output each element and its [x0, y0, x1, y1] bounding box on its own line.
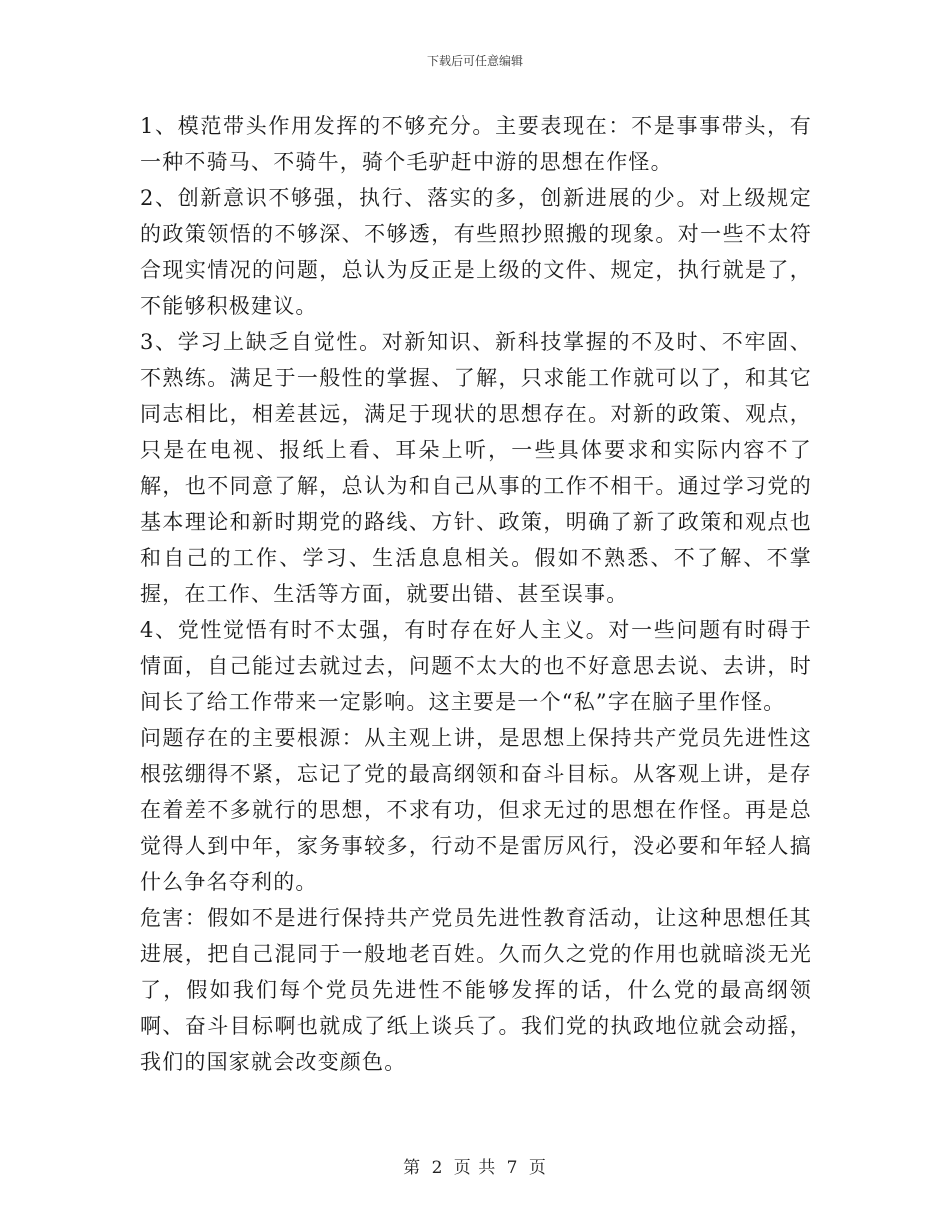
paragraph-2: 2、创新意识不够强，执行、落实的多，创新进展的少。对上级规定的政策领悟的不够深、不够透，有些照抄照搬的现象。对一些不太符合现实情况的问题，总认为反正是上级的文件、规定，执行就是了，不能够积极建议。: [140, 186, 812, 318]
paragraph-1: 1、模范带头作用发挥的不够充分。主要表现在：不是事事带头，有一种不骑马、不骑牛，骑个毛驴赶中游的思想在作怪。: [140, 114, 812, 174]
paragraph-3: 3、学习上缺乏自觉性。对新知识、新科技掌握的不及时、不牢固、不熟练。满足于一般性的掌握、了解，只求能工作就可以了，和其它同志相比，相差甚远，满足于现状的思想存在。对新的政策、观点，只是在电视、报纸上看、耳朵上听，一些具体要求和实际内容不了解，也不同意了解，总认为和自己从事的工作不相干。通过学习党的基本理论和新时期党的路线、方针、政策，明确了新了政策和观点也和自己的工作、学习、生活息息相关。假如不熟悉、不了解、不掌握，在工作、生活等方面，就要出错、甚至误事。: [140, 330, 812, 606]
paragraph-root-causes: 问题存在的主要根源：从主观上讲，是思想上保持共产党员先进性这根弦绷得不紧，忘记了党的最高纲领和奋斗目标。从客观上讲，是存在着差不多就行的思想，不求有功，但求无过的思想在作怪。再是总觉得人到中年，家务事较多，行动不是雷厉风行，没必要和年轻人搞什么争名夺利的。: [140, 726, 812, 894]
footer-prefix: 第: [403, 1158, 422, 1178]
paragraph-4: 4、党性觉悟有时不太强，有时存在好人主义。对一些问题有时碍于情面，自己能过去就过去，问题不太大的也不好意思去说、去讲，时间长了给工作带来一定影响。这主要是一个“私”字在脑子里作怪。: [140, 618, 812, 714]
document-body: [140, 108, 812, 1080]
footer-current-page: 2: [431, 1158, 444, 1178]
page-footer: [0, 1153, 950, 1178]
footer-total-pages: 7: [506, 1158, 519, 1178]
footer-middle: 页 共: [453, 1158, 497, 1178]
paragraph-harm: 危害：假如不是进行保持共产党员先进性教育活动，让这种思想任其进展，把自己混同于一般地老百姓。久而久之党的作用也就暗淡无光了，假如我们每个党员先进性不能够发挥的话，什么党的最高纲领啊、奋斗目标啊也就成了纸上谈兵了。我们党的执政地位就会动摇，我们的国家就会改变颜色。: [140, 906, 812, 1074]
page-header: 下载后可任意编辑: [426, 54, 523, 68]
footer-suffix: 页: [528, 1158, 547, 1178]
